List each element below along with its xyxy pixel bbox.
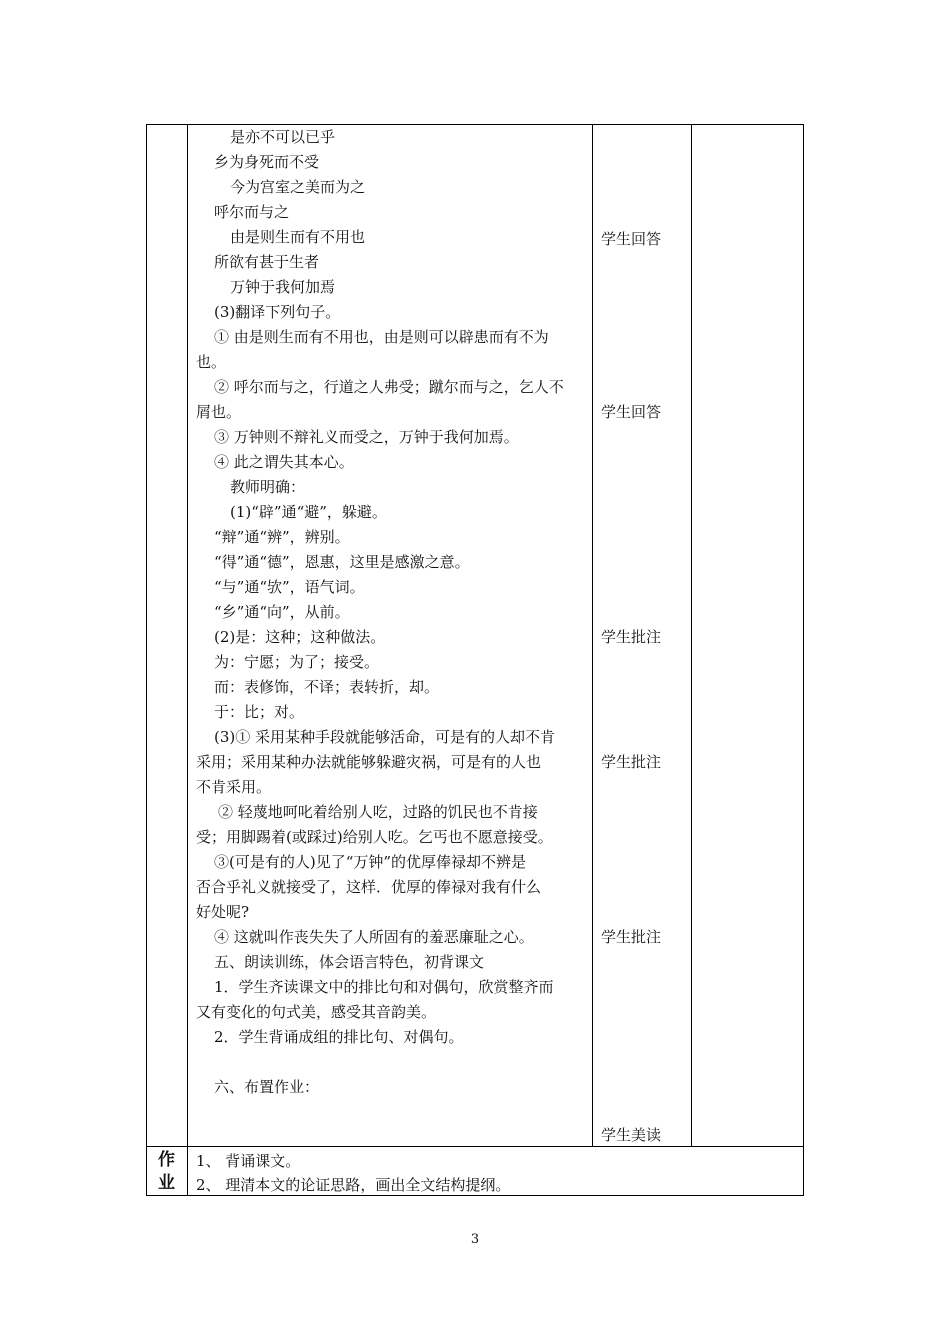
content-line: 所欲有甚于生者 [214, 253, 320, 271]
content-line: 呼尔而与之 [214, 203, 290, 221]
content-line: ③(可是有的人)见了“万钟”的优厚俸禄却不辨是 [214, 853, 527, 871]
content-line: 教师明确： [230, 478, 306, 496]
content-line: 受；用脚踢着(或踩过)给别人吃。乞丐也不愿意接受。 [196, 828, 553, 846]
table-divider [146, 1146, 804, 1147]
content-line: 是亦不可以已乎 [230, 128, 336, 146]
content-line: (3)翻译下列句子。 [214, 303, 341, 321]
content-line: 由是则生而有不用也 [230, 228, 366, 246]
content-line: (2)是：这种；这种做法。 [214, 628, 386, 646]
content-line: “乡”通“向”，从前。 [214, 603, 350, 621]
student-activity: 学生批注 [601, 628, 662, 646]
content-line: (3)① 采用某种手段就能够活命，可是有的人却不肯 [214, 728, 556, 746]
student-activity: 学生美读 [601, 1126, 662, 1144]
table-divider [187, 124, 188, 1196]
homework-label-top: 作 [158, 1150, 175, 1170]
content-line: “辩”通“辨”，辨别。 [214, 528, 350, 546]
table-divider [592, 124, 593, 1146]
content-line: ④ 这就叫作丧失失了人所固有的羞恶廉耻之心。 [214, 928, 534, 946]
content-line: 不肯采用。 [196, 778, 272, 796]
content-line: 五、朗读训练，体会语言特色，初背课文 [214, 953, 485, 971]
content-line: “与”通“欤”，语气词。 [214, 578, 365, 596]
content-line: 1．学生齐读课文中的排比句和对偶句，欣赏整齐而 [214, 978, 554, 996]
student-activity: 学生批注 [601, 753, 662, 771]
student-activity: 学生回答 [601, 403, 662, 421]
homework-item: 1、 背诵课文。 [196, 1152, 301, 1170]
content-line: ③ 万钟则不辩礼义而受之，万钟于我何加焉。 [214, 428, 519, 446]
homework-item: 2、 理清本文的论证思路，画出全文结构提纲。 [196, 1176, 511, 1194]
page-number: 3 [470, 1232, 480, 1247]
content-line: 六、布置作业： [214, 1078, 320, 1096]
content-line: 屑也。 [196, 403, 242, 421]
content-line: 为：宁愿；为了；接受。 [214, 653, 380, 671]
content-line: ① 由是则生而有不用也，由是则可以辟患而有不为 [214, 328, 549, 346]
content-line: “得”通“德”，恩惠，这里是感激之意。 [214, 553, 470, 571]
content-line: 好处呢? [196, 903, 250, 921]
content-line: 采用；采用某种办法就能够躲避灾祸，可是有的人也 [196, 753, 542, 771]
content-line: 而：表修饰，不译；表转折，却。 [214, 678, 440, 696]
student-activity: 学生回答 [601, 230, 662, 248]
content-line: 万钟于我何加焉 [230, 278, 336, 296]
table-divider [691, 124, 692, 1146]
content-line: 2．学生背诵成组的排比句、对偶句。 [214, 1028, 464, 1046]
content-line: 乡为身死而不受 [214, 153, 320, 171]
content-line: 于：比；对。 [214, 703, 305, 721]
content-line: 今为宫室之美而为之 [230, 178, 366, 196]
content-line: 又有变化的句式美，感受其音韵美。 [196, 1003, 437, 1021]
content-line: ② 轻蔑地呵叱着给别人吃，过路的饥民也不肯接 [218, 803, 538, 821]
student-activity: 学生批注 [601, 928, 662, 946]
homework-label-bottom: 业 [158, 1173, 175, 1193]
content-line: 也。 [196, 353, 227, 371]
content-line: ② 呼尔而与之，行道之人弗受；蹴尔而与之，乞人不 [214, 378, 564, 396]
content-line: (1)“辟”通“避”，躲避。 [230, 503, 387, 521]
content-line: ④ 此之谓失其本心。 [214, 453, 354, 471]
content-line: 否合乎礼义就接受了，这样．优厚的俸禄对我有什么 [196, 878, 542, 896]
